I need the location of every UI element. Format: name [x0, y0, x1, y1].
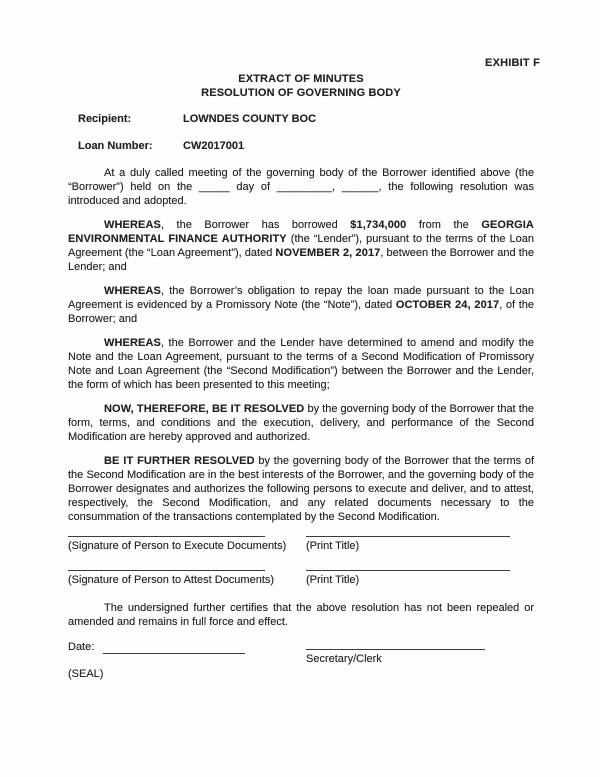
- paragraph-meeting: At a duly called meeting of the governing body of the Borrower identified above (the “Borrower”) held on the _____ day of _________, ______, the following resolution was introduced and adopted.: [68, 167, 534, 207]
- print-title-label-1: (Print Title): [306, 540, 360, 552]
- recipient-value: LOWNDES COUNTY BOC: [183, 113, 317, 125]
- footer-block: [68, 640, 534, 681]
- date-line: [103, 641, 245, 654]
- recipient-label: Recipient:: [78, 113, 132, 125]
- signature-execute-label: (Signature of Person to Execute Documents): [68, 540, 287, 552]
- recipient-row: [68, 112, 534, 126]
- paragraph-now-therefore: NOW, THEREFORE, BE IT RESOLVED by the governing body of the Borrower that the form, terms, and conditions and the execution, delivery, and performance of the Second Modification are hereby approved and authorized.: [68, 403, 535, 443]
- signature-attest-block: [68, 570, 306, 587]
- paragraph-certify: The undersigned further certifies that the above resolution has not been repealed or amended and remains in full force and effect.: [68, 602, 534, 628]
- signature-attest-line: [68, 570, 265, 571]
- footer-right-column: [306, 640, 534, 681]
- exhibit-label: EXHIBIT F: [485, 57, 540, 69]
- paragraph-whereas-modification: WHEREAS, the Borrower and the Lender have determined to amend and modify the Note and the Loan Agreement, pursuant to the terms of a Second Modification of Promissory Note and Loan Agreement (the “Second Modification”) between the Borrower and the Lender, the form of which has been presented to this meeting;: [68, 337, 534, 391]
- date-label: Date:: [68, 641, 95, 653]
- title-line-resolution: RESOLUTION OF GOVERNING BODY: [201, 87, 401, 99]
- signature-row-attest: [68, 570, 534, 587]
- paragraph-whereas-borrowed: WHEREAS, the Borrower has borrowed $1,734,000 from the GEORGIA ENVIRONMENTAL FINANCE AUTHORITY (the “Lender”), pursuant to the terms of the Loan Agreement (the “Loan Agreement”), dated NOVEMBER 2, 2017, between the Borrower and the Lender; and: [68, 219, 534, 273]
- paragraph-be-it-further: BE IT FURTHER RESOLVED by the governing body of the Borrower that the terms of the Second Modification are in the best interests of the Borrower, and the governing body of the Borrower designates and authorizes the following persons to execute and deliver, and to attest, respectively, the Second Modification, and any related documents necessary to the consummation of the transactions contemplated by the Second Modification.: [68, 455, 534, 523]
- print-title-line-1: [306, 536, 510, 537]
- paragraph-whereas-note: WHEREAS, the Borrower’s obligation to repay the loan made pursuant to the Loan Agreement is evidenced by a Promissory Note (the “Note”), dated OCTOBER 24, 2017, of the Borrower; and: [68, 285, 534, 325]
- signature-execute-line: [68, 536, 265, 537]
- signature-attest-label: (Signature of Person to Attest Documents): [68, 574, 275, 586]
- secretary-clerk-label: Secretary/Clerk: [306, 653, 382, 665]
- print-title-block-1: [306, 536, 534, 553]
- print-title-label-2: (Print Title): [306, 574, 360, 586]
- loan-number-label: Loan Number:: [78, 140, 153, 152]
- seal-label: (SEAL): [68, 668, 104, 680]
- print-title-line-2: [306, 570, 510, 571]
- secretary-clerk-line: [306, 649, 485, 650]
- document-title: [68, 72, 534, 100]
- signature-execute-block: [68, 536, 306, 553]
- footer-left-column: [68, 640, 306, 681]
- title-line-extract: EXTRACT OF MINUTES: [238, 73, 364, 85]
- print-title-block-2: [306, 570, 534, 587]
- date-row: [68, 640, 306, 654]
- signature-row-execute: [68, 536, 534, 553]
- loan-number-value: CW2017001: [183, 140, 245, 152]
- loan-number-row: [68, 139, 534, 153]
